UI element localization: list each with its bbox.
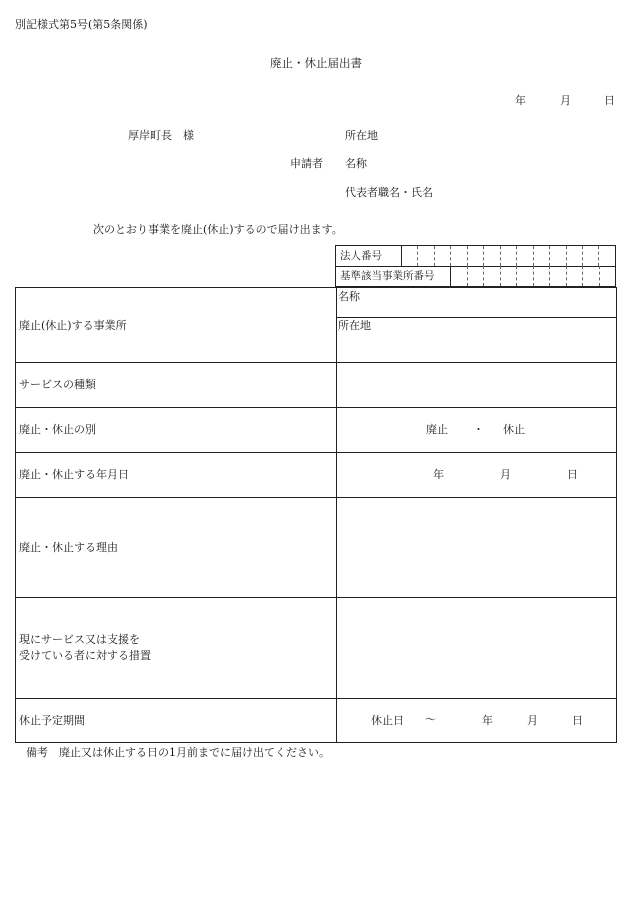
corporate-number-digit-cell[interactable] xyxy=(516,246,532,266)
date-month: 月 xyxy=(500,468,511,481)
facility-address-label: 所在地 xyxy=(338,319,371,332)
option-separator: ・ xyxy=(473,423,484,436)
measures-field[interactable] xyxy=(338,599,614,696)
corporate-number-digit-cell[interactable] xyxy=(549,246,565,266)
facility-number-digit-cell[interactable] xyxy=(483,266,500,286)
form-number: 別記様式第5号(第5条関係) xyxy=(15,18,148,31)
note: 備考 廃止又は休止する日の1月前までに届け出てください。 xyxy=(26,746,330,759)
date-label: 廃止・休止する年月日 xyxy=(19,468,129,481)
reason-field[interactable] xyxy=(338,499,614,595)
corporate-number-label: 法人番号 xyxy=(340,250,382,262)
period-year: 年 xyxy=(482,714,493,727)
corporate-number-digit-cell[interactable] xyxy=(417,246,433,266)
id-number-table xyxy=(335,245,616,287)
measures-label-line1: 現にサービス又は支援を xyxy=(19,633,140,646)
facility-number-digit-cell[interactable] xyxy=(467,266,484,286)
row-divider xyxy=(16,698,616,699)
date-year-label: 年 xyxy=(515,94,526,107)
facility-name-label: 名称 xyxy=(338,290,360,303)
corporate-number-digit-cell[interactable] xyxy=(566,246,582,266)
corporate-number-digit-cell[interactable] xyxy=(434,246,450,266)
option-suspend[interactable]: 休止 xyxy=(503,423,525,436)
service-type-label: サービスの種類 xyxy=(19,378,96,391)
applicant-label: 申請者 xyxy=(290,157,323,170)
service-type-field[interactable] xyxy=(338,364,614,405)
column-divider xyxy=(336,288,337,742)
row-divider xyxy=(16,597,616,598)
facility-number-label: 基準該当事業所番号 xyxy=(340,270,435,282)
row-divider xyxy=(16,362,616,363)
period-tilde: ～ xyxy=(425,713,436,726)
date-day-label: 日 xyxy=(604,94,615,107)
corporate-number-digit-cell[interactable] xyxy=(598,246,614,266)
corporate-number-field[interactable] xyxy=(401,246,615,266)
facility-number-digit-cell[interactable] xyxy=(599,266,616,286)
option-abolish[interactable]: 廃止 xyxy=(426,423,448,436)
addressee: 厚岸町長 様 xyxy=(128,129,194,142)
facility-name-field[interactable] xyxy=(338,302,608,316)
facility-number-digit-cell[interactable] xyxy=(533,266,550,286)
main-form-table xyxy=(15,287,617,743)
corporate-number-digit-cell[interactable] xyxy=(401,246,417,266)
corporate-number-digit-cell[interactable] xyxy=(533,246,549,266)
applicant-address-label: 所在地 xyxy=(345,129,378,142)
period-start-label: 休止日 xyxy=(371,714,404,727)
corporate-number-digit-cell[interactable] xyxy=(467,246,483,266)
corporate-number-row xyxy=(336,246,615,267)
row-divider xyxy=(16,407,616,408)
facility-number-digit-cell[interactable] xyxy=(516,266,533,286)
applicant-name-label: 名称 xyxy=(345,157,367,170)
facility-label: 廃止(休止)する事業所 xyxy=(19,319,127,332)
facility-subrow-divider xyxy=(336,317,616,318)
period-month: 月 xyxy=(527,714,538,727)
facility-number-field[interactable] xyxy=(450,266,615,286)
applicant-representative-label: 代表者職名・氏名 xyxy=(345,186,433,199)
row-divider xyxy=(16,497,616,498)
corporate-number-digit-cell[interactable] xyxy=(450,246,466,266)
corporate-number-digit-cell[interactable] xyxy=(483,246,499,266)
reason-label: 廃止・休止する理由 xyxy=(19,541,118,554)
corporate-number-digit-cell[interactable] xyxy=(582,246,598,266)
date-day: 日 xyxy=(567,468,578,481)
intro-text: 次のとおり事業を廃止(休止)するので届け出ます。 xyxy=(93,223,343,236)
period-label: 休止予定期間 xyxy=(19,714,85,727)
date-year: 年 xyxy=(433,468,444,481)
measures-label-line2: 受けている者に対する措置 xyxy=(19,649,151,662)
page-title: 廃止・休止届出書 xyxy=(270,56,362,70)
facility-number-digit-cell[interactable] xyxy=(566,266,583,286)
facility-number-digit-cell[interactable] xyxy=(582,266,599,286)
facility-number-row xyxy=(336,266,615,286)
facility-number-digit-cell[interactable] xyxy=(500,266,517,286)
date-month-label: 月 xyxy=(560,94,571,107)
facility-address-field[interactable] xyxy=(338,332,608,360)
facility-number-digit-cell[interactable] xyxy=(549,266,566,286)
kind-label: 廃止・休止の別 xyxy=(19,423,96,436)
corporate-number-digit-cell[interactable] xyxy=(500,246,516,266)
row-divider xyxy=(16,452,616,453)
period-day: 日 xyxy=(572,714,583,727)
facility-number-digit-cell[interactable] xyxy=(450,266,467,286)
